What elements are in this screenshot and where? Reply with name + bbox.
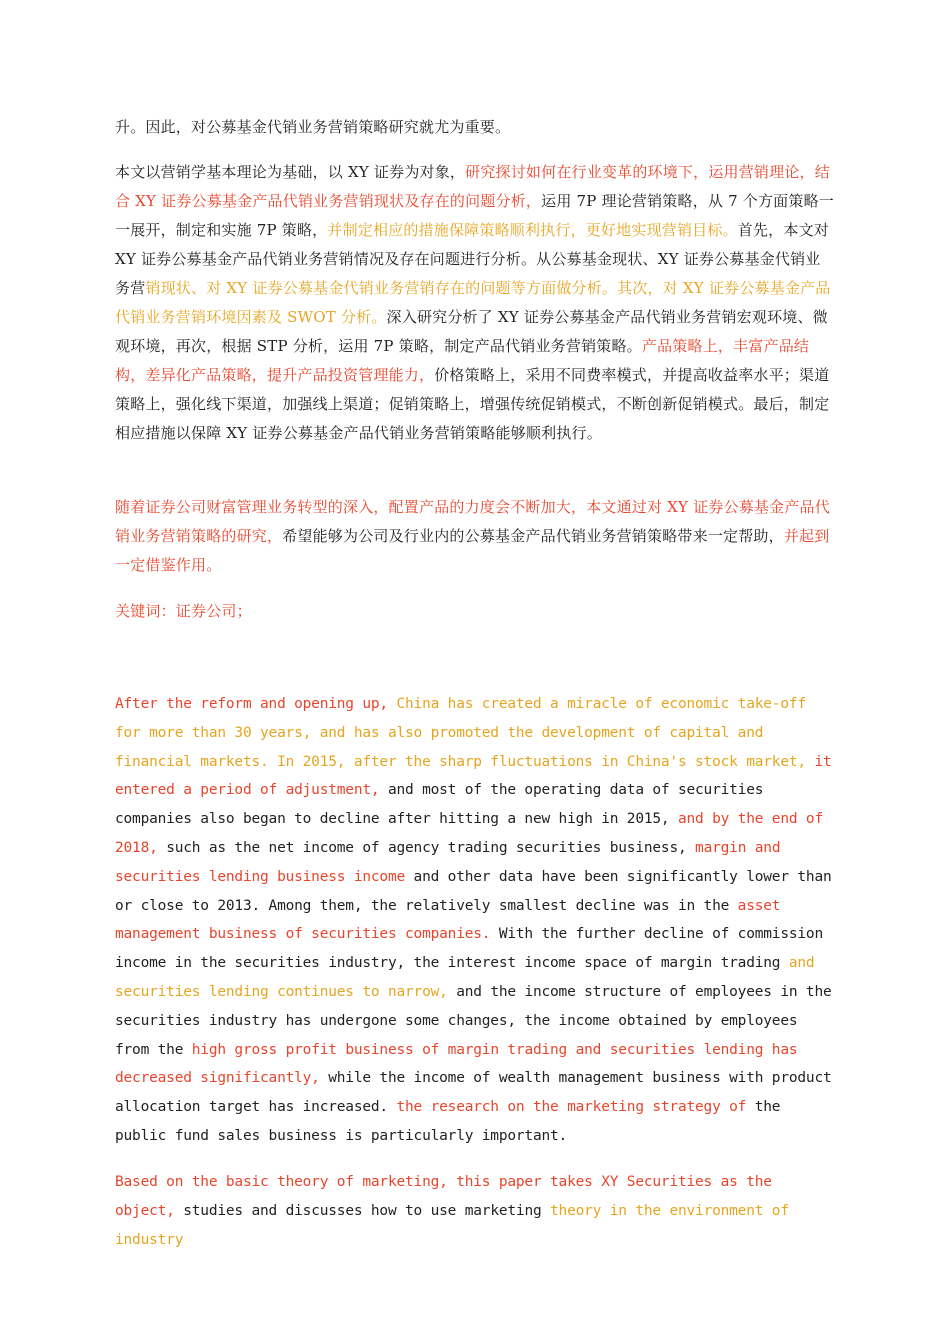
text-run: 升。因此，对公募基金代销业务营销策略研究就尤为重要。 [115,118,511,136]
text-run: Based on the basic theory of marketing, this paper takes XY Securities as the object, [115,1174,772,1219]
zh-paragraph-3 [115,493,835,580]
text-run: and other data have been significantly lower than or close to 2013. Among them, the relatively smallest decline was in the [115,868,832,914]
text-run: 希望能够为公司及行业内的公募基金产品代销业务营销策略带来一定帮助， [282,527,784,545]
text-run: 本文以营销学基本理论为基础，以 XY 证券为对象， [115,163,466,181]
text-run: such as the net income of agency trading securities business, [166,839,696,856]
text-run: 深入研究分析了 XY 证券公募基金产品代销业务营销宏观环境、微观环境，再次，根据 STP 分析，运用 7P 策略，制定产品代销业务营销策略。 [115,308,828,355]
text-run: 并制定相应的措施保障策略顺利执行，更好地实现营销目标。 [327,221,738,239]
text-run: and by the end of 2018, [115,811,823,856]
en-paragraph-1 [115,690,835,1151]
text-run: 研究探讨如何在行业变革的环境下，运用营销理论，结合 XY 证券公募基金产品代销业务营销现状及存在的问题分析， [115,163,830,210]
text-run: high gross profit business of margin trading and securities lending has decreased significantly, [115,1041,798,1087]
text-run: After the reform and opening up, [115,696,397,712]
text-run: 首先，本文对 XY 证券公募基金产品代销业务营销情况及存在问题进行分析。从公募基金现状、XY 证券公募基金代销业务营 [115,221,829,297]
text-run: it entered a period of adjustment, [115,753,832,799]
text-run: and the income structure of employees in the securities industry has undergone some changes, the income obtained by employees from the [115,983,832,1058]
text-run: 关键词：证券公司； [115,602,252,620]
text-run: the research on the marketing strategy of [396,1099,755,1116]
en-paragraph-2 [115,1168,835,1254]
text-run: 运用 7P 理论营销策略，从 7 个方面策略一一展开，制定和实施 7P 策略， [115,192,834,239]
text-run: 产品策略上，丰富产品结构，差异化产品策略，提升产品投资管理能力， [115,337,810,384]
text-run: 销现状、对 XY 证券公募基金代销业务营销存在的问题等方面做分析。其次，对 XY 证券公募基金产品代销业务营销环境因素及 SWOT 分析。 [115,279,831,326]
zh-paragraph-1 [115,113,835,142]
text-run: while the income of wealth management business with product allocation target has increased. [115,1070,832,1116]
text-run: studies and discusses how to use marketing [183,1202,551,1219]
keywords-line [115,597,835,626]
text-run: China has created a miracle of economic take-off for more than 30 years, and has also promoted the development of capital and financial markets. In 2015, after the sharp fluctuations in China's stock market, [115,696,815,770]
text-run: 随着证券公司财富管理业务转型的深入，配置产品的力度会不断加大，本文通过对 XY 证券公募基金产品代销业务营销策略的研究， [115,498,830,545]
text-run: 并起到一定借鉴作用。 [115,527,830,574]
text-run: margin and securities lending business income [115,839,781,885]
text-run: asset management business of securities companies. [115,897,781,943]
text-run: and securities lending continues to narrow, [115,955,815,1000]
zh-paragraph-2 [115,158,835,448]
text-run: 价格策略上，采用不同费率模式，并提高收益率水平；渠道策略上，强化线下渠道，加强线上渠道；促销策略上，增强传统促销模式，不断创新促销模式。最后，制定相应措施以保障 XY 证券公募基金产品代销业务营销策略能够顺利执行。 [115,366,830,442]
text-run: With the further decline of commission income in the securities industry, the interest income space of margin trading [115,926,823,972]
text-run: the public fund sales business is particularly important. [115,1099,781,1144]
text-run: theory in the environment of industry [115,1202,789,1248]
text-run: and most of the operating data of securities companies also began to decline after hitting a new high in 2015, [115,782,764,828]
